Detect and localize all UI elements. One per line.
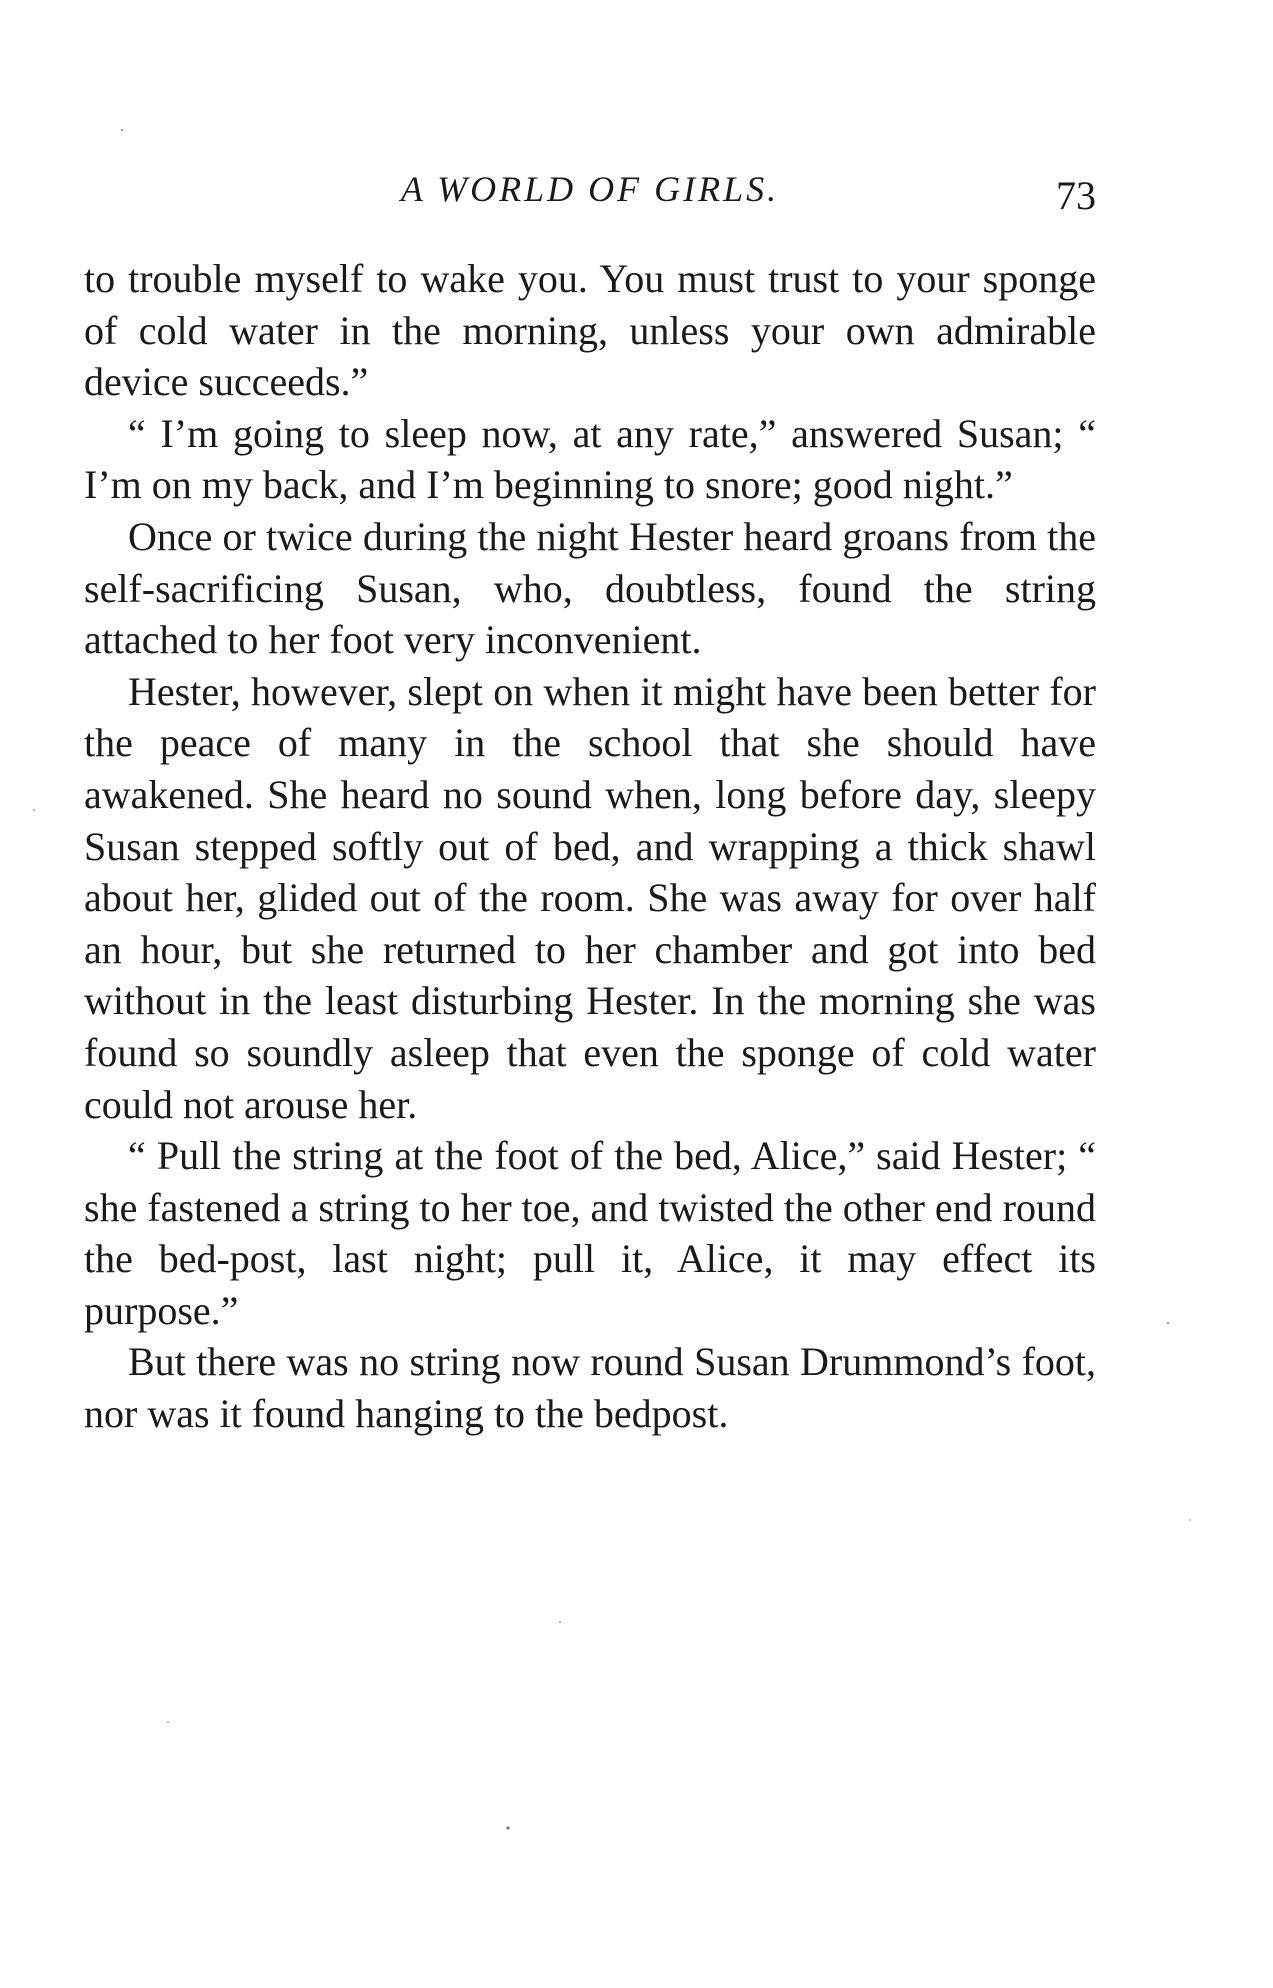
page-number: 73 (1056, 173, 1096, 218)
paragraph: But there was no string now round Susan Drummond’s foot, nor was it found hanging to the bedpost. (84, 1339, 1096, 1437)
paragraph: Once or twice during the night Hester heard groans from the self-sacrificing Susan, who, doubtless, found the string attached to her foot very inconvenient. (84, 513, 1096, 663)
paragraph-continuation: to trouble myself to wake you. You must trust to your sponge of cold water in the morning, unless your own admirable device succeeds.” (84, 256, 1096, 405)
body-text (84, 253, 1096, 1440)
paragraph: Hester, however, slept on when it might have been better for the peace of many in the school that she should have awakened. She heard no sound when, long before day, sleepy Susan stepped softly out of bed, and wrapping a thick shawl about her, glided out of the room. She was away for over half an hour, but she returned to her chamber and got into bed without in the least disturbing Hester. In the morning she was found so soundly asleep that even the sponge of cold water could not arouse her. (84, 668, 1096, 1127)
running-head (84, 168, 1096, 224)
paragraph: “ Pull the string at the foot of the bed, Alice,” said Hester; “ she fastened a string to her toe, and twisted the other end round the bed-post, last night; pull it, Alice, it may effect its purpose.” (84, 1133, 1096, 1333)
paragraph: “ I’m going to sleep now, at any rate,” answered Susan; “ I’m on my back, and I’m beginning to snore; good night.” (84, 410, 1096, 508)
running-title: A WORLD OF GIRLS. (400, 169, 780, 209)
